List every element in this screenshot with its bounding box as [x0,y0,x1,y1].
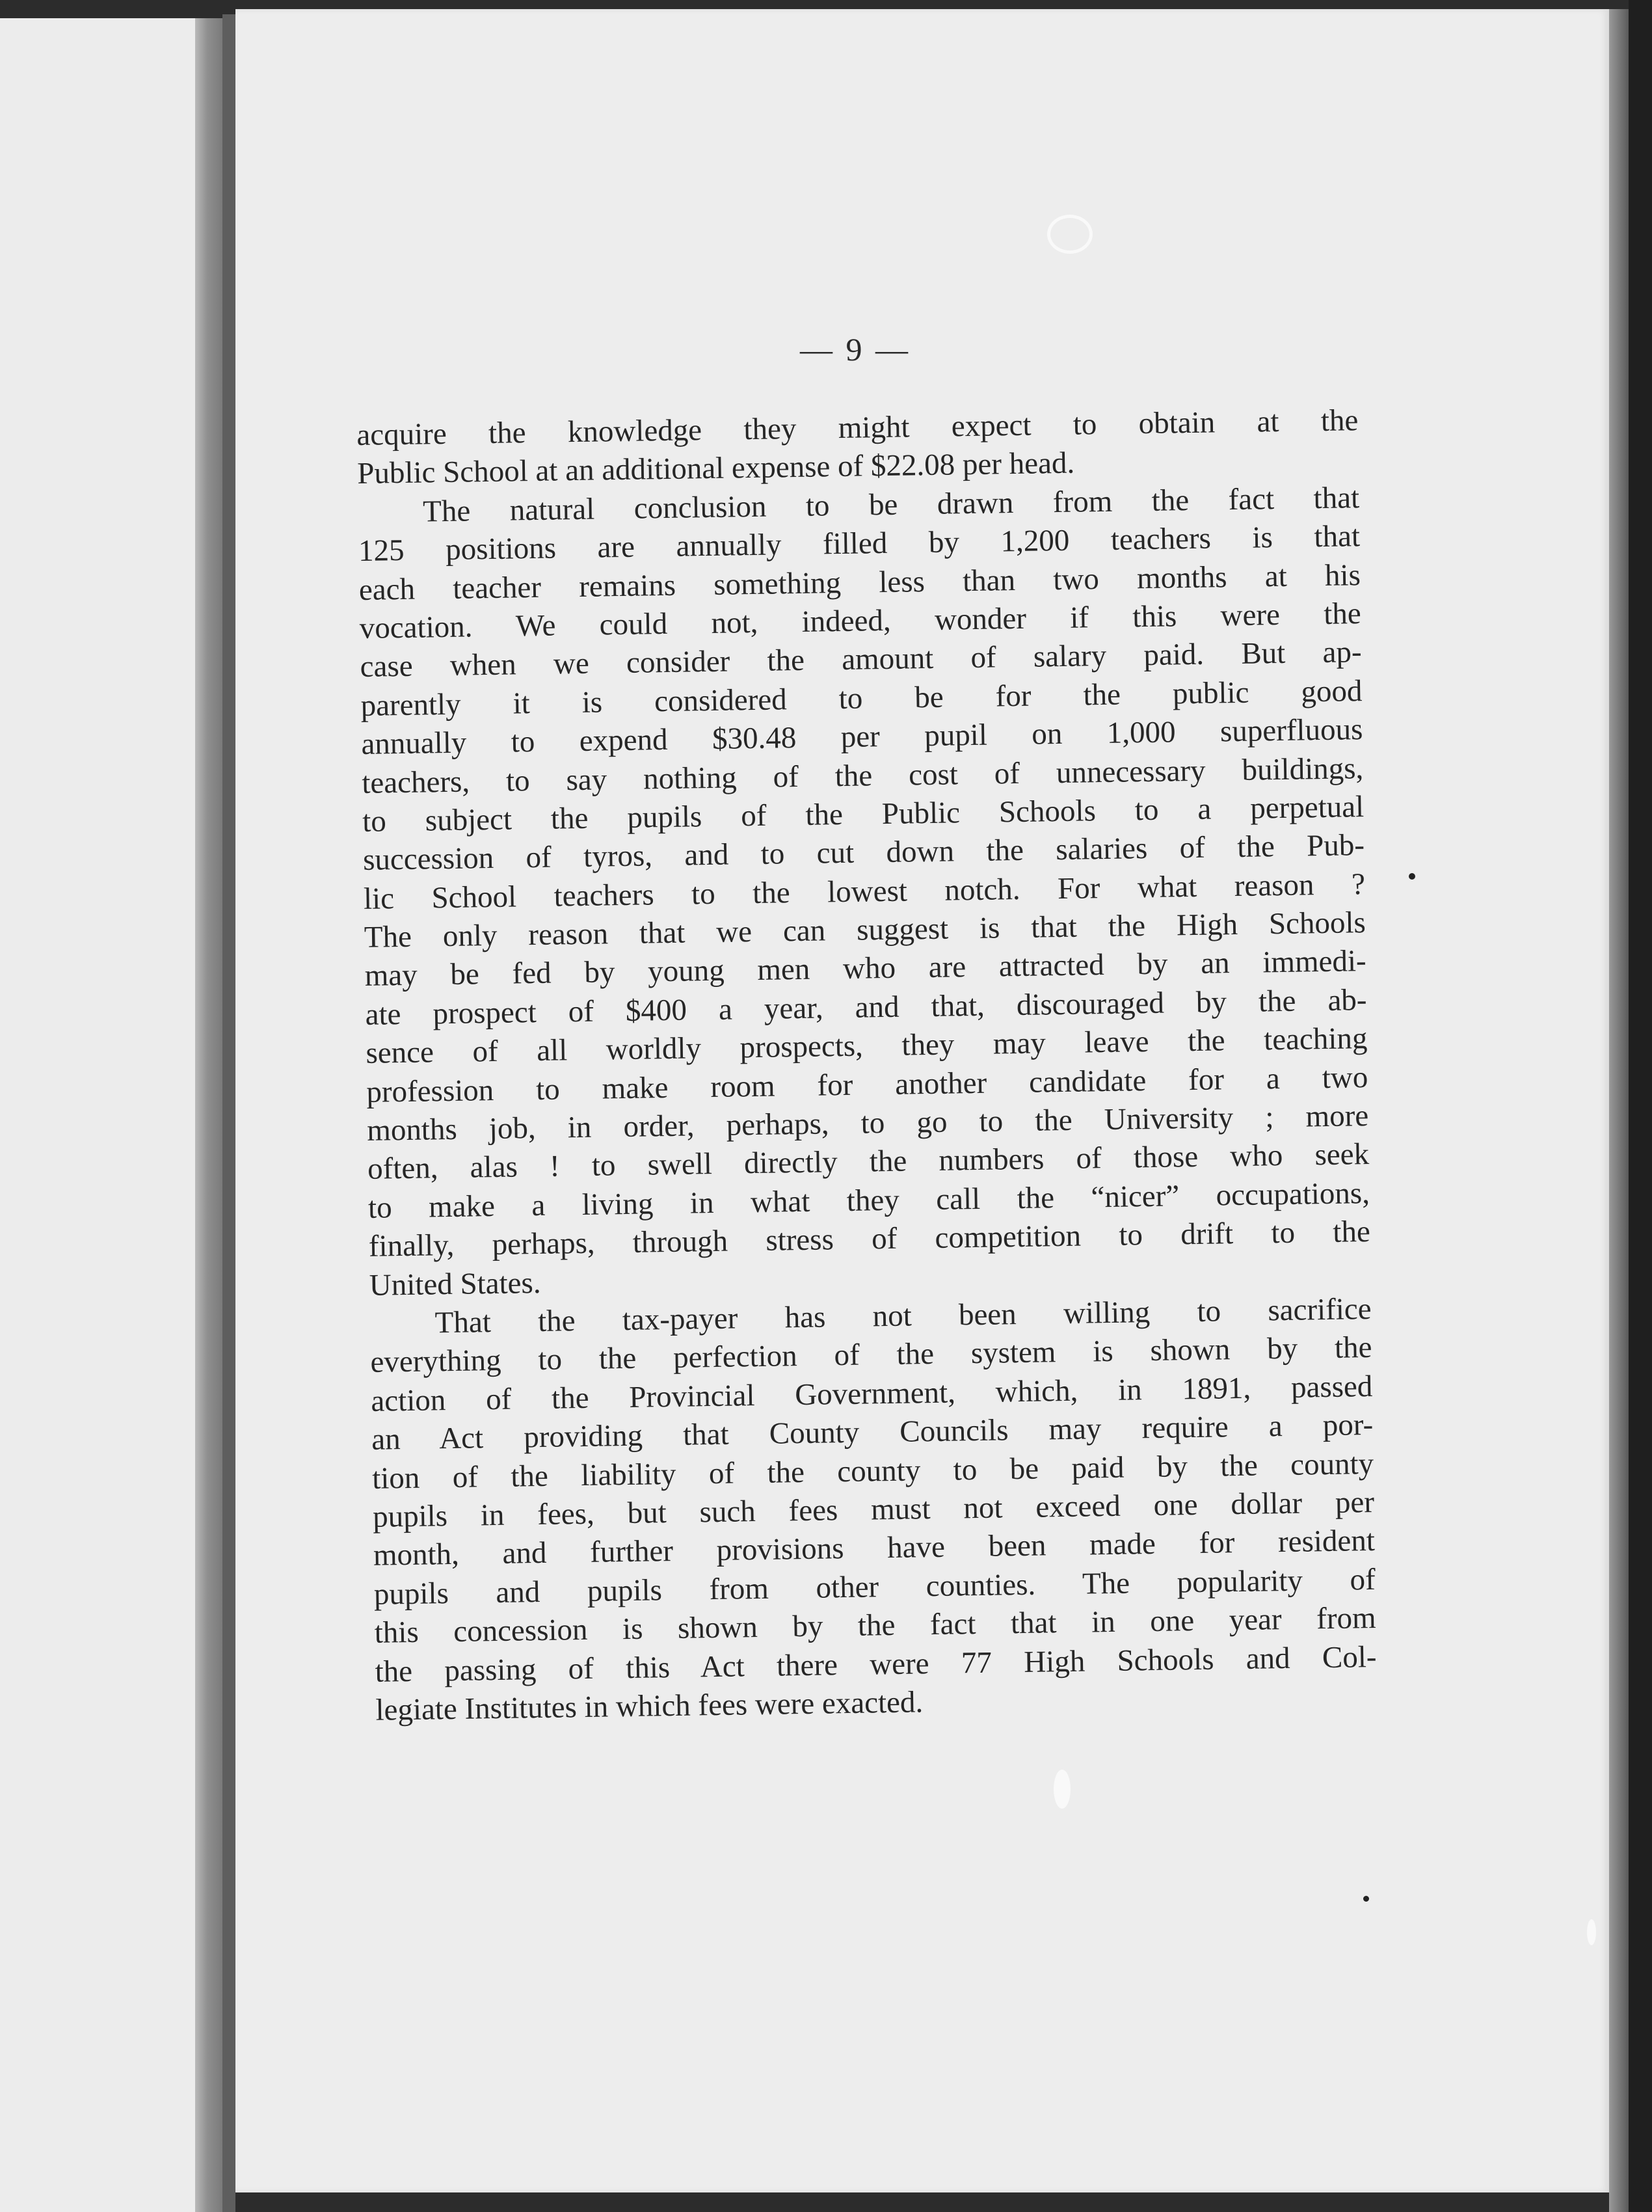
text-line: finally, perhaps, through stress of competition to drift to the [368,1215,1371,1264]
scan-speck [1587,1919,1596,1945]
text-line: acquire the knowledge they might expect to obtain at the [356,403,1359,452]
paragraph [358,479,1371,1305]
text-line: may be fed by young men who are attracted by an immedi- [364,944,1366,993]
paragraph [369,1290,1378,1730]
text-line: teachers, to say nothing of the cost of unnecessary buildings, [361,751,1364,800]
text-line: each teacher remains something less than two months at his [358,558,1361,607]
text-line: the passing of this Act there were 77 High Schools and Col- [375,1639,1377,1689]
text-line: sence of all worldly prospects, they may leave the teaching [366,1021,1368,1071]
previous-page-fragment [0,18,195,2212]
text-line: everything to the perfection of the system is shown by the [370,1330,1372,1380]
scan-speck [1047,215,1093,254]
text-line: 125 positions are annually filled by 1,200 teachers is that [358,519,1361,569]
text-line: pupils and pupils from other counties. The popularity of [373,1562,1376,1612]
text-line: That the tax-payer has not been willing to sacrifice [434,1291,1372,1340]
text-line: The natural conclusion to be drawn from the fact that [422,480,1360,529]
scan-speck [1409,873,1415,880]
text-line: this concession is shown by the fact that in one year from [374,1601,1376,1650]
text-line: ate prospect of $400 a year, and that, discouraged by the ab- [365,982,1367,1032]
scan-speck [1054,1770,1071,1809]
scan-speck [1363,1896,1369,1902]
text-line: Public School at an additional expense of $22.08 per head. [356,446,1075,491]
text-line: month, and further provisions have been made for resident [373,1524,1376,1573]
text-line: The only reason that we can suggest is that the High Schools [364,906,1366,954]
text-line: case when we consider the amount of salary paid. But ap- [360,635,1362,684]
text-line: United States. [369,1265,541,1302]
text-line: months job, in order, perhaps, to go to the University ; more [366,1099,1369,1148]
body-text [356,401,1378,1730]
text-line: to make a living in what they call the “nicer” occupations, [367,1176,1370,1225]
text-line: succession of tyros, and to cut down the salaries of the Pub- [362,828,1365,878]
scan-border [1629,0,1652,2212]
paragraph [356,401,1359,494]
text-line: lic School teachers to the lowest notch. For what reason ? [363,867,1366,916]
book-gutter [222,14,235,2212]
text-line: tion of the liability of the county to be paid by the county [371,1446,1374,1496]
text-line: action of the Provincial Government, which, in 1891, passed [371,1369,1373,1418]
text-line: to subject the pupils of the Public Schools to a perpetual [362,789,1365,839]
text-line: often, alas ! to swell directly the numbers of those who seek [367,1137,1370,1187]
text-line: legiate Institutes in which fees were exacted. [375,1685,924,1727]
text-line: pupils in fees, but such fees must not exceed one dollar per [372,1485,1375,1534]
text-line: an Act providing that County Councils may require a por- [371,1408,1374,1457]
page-fold-shadow [195,18,222,2212]
text-line: parently it is considered to be for the public good [360,673,1363,723]
text-line: profession to make room for another candidate for a two [366,1060,1368,1109]
page-number: — 9 — [800,331,911,368]
text-line: annually to expend $30.48 per pupil on 1,000 superfluous [361,712,1363,762]
text-line: vocation. We could not, indeed, wonder if this were the [359,597,1362,645]
page-edge [1609,9,1629,2212]
